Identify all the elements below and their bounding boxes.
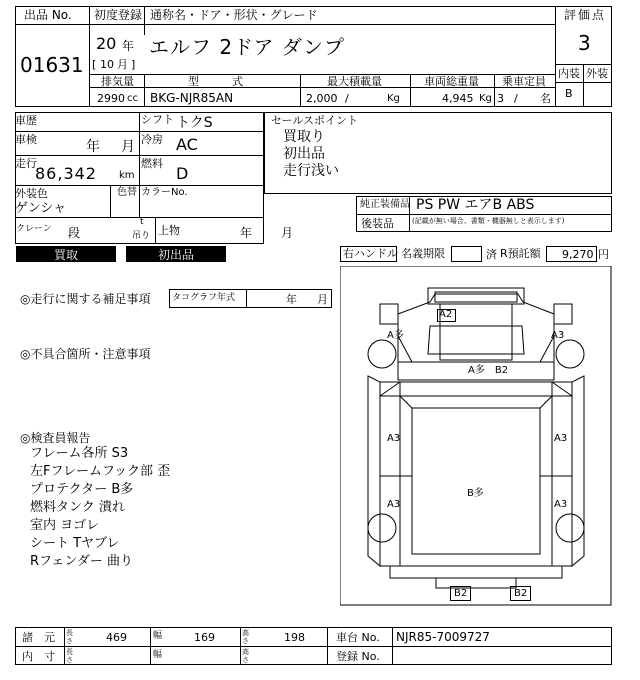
bed-left-panel bbox=[380, 382, 400, 566]
right-side-strip bbox=[572, 376, 584, 566]
reg-month-bracket: ] bbox=[131, 58, 136, 71]
color-change-label: 色替 bbox=[117, 187, 137, 198]
history-label: 車歴 bbox=[15, 114, 37, 127]
capacity-value: 3 bbox=[497, 92, 504, 105]
score-label: 評価点 bbox=[564, 8, 607, 22]
score-value: 3 bbox=[578, 31, 591, 55]
front-left-wheel-icon bbox=[368, 340, 396, 368]
model-label: 型 式 bbox=[188, 75, 243, 88]
gross-weight-unit: Kg bbox=[479, 93, 492, 104]
divider bbox=[144, 74, 145, 107]
length-value: 469 bbox=[106, 631, 127, 644]
inspector-line: 燃料タンク 潰れ bbox=[30, 500, 125, 515]
length-label: 長さ bbox=[66, 629, 73, 645]
divider bbox=[392, 627, 393, 665]
divider bbox=[356, 214, 612, 215]
inspection-month-unit: 月 bbox=[121, 139, 135, 155]
chassis-number: NJR85-7009727 bbox=[396, 630, 490, 644]
inspector-line: プロテクター B多 bbox=[30, 482, 134, 497]
inner-height-label: 高さ bbox=[242, 648, 249, 664]
interior-label: 内装 bbox=[558, 67, 580, 80]
divider bbox=[583, 64, 584, 107]
damage-mark: A2 bbox=[439, 309, 453, 320]
reg-expiry-label: 名義期限 bbox=[401, 247, 445, 260]
car-name: エルフ 2ドア ダンプ bbox=[149, 35, 346, 59]
divider bbox=[555, 6, 556, 107]
left-mirror-icon bbox=[380, 304, 398, 324]
inspector-line: 左Fフレームフック部 歪 bbox=[30, 464, 171, 479]
divider bbox=[89, 74, 555, 75]
defect-notes-title: ◎不具合箇所・注意事項 bbox=[20, 347, 151, 361]
damage-mark: A多 B2 bbox=[468, 365, 509, 376]
gross-weight-label: 車両総重量 bbox=[424, 75, 479, 88]
rear-tailgate bbox=[390, 566, 562, 578]
sales-point-3: 走行浅い bbox=[283, 163, 339, 179]
chassis-label: 車台 No. bbox=[336, 631, 380, 644]
color-code-label: カラーNo. bbox=[141, 187, 188, 198]
r-deposit-value: 9,270 bbox=[562, 248, 594, 261]
divider bbox=[89, 6, 90, 107]
sales-point-1: 買取り bbox=[283, 129, 325, 145]
divider bbox=[246, 289, 247, 308]
rear-left-wheel-icon bbox=[368, 514, 396, 542]
reg-month-unit: 月 bbox=[117, 58, 128, 71]
shift-label: シフト bbox=[141, 113, 174, 126]
steering-value: 右ハンドル bbox=[343, 247, 398, 260]
divider bbox=[64, 627, 65, 665]
interior-dims-label: 内 寸 bbox=[22, 650, 55, 663]
width-value: 169 bbox=[194, 631, 215, 644]
tacho-month-unit: 月 bbox=[317, 293, 328, 306]
width-label: 幅 bbox=[153, 631, 163, 641]
damage-mark: B多 bbox=[467, 488, 484, 499]
divider bbox=[110, 185, 111, 217]
sales-points-title: セールスポイント bbox=[271, 114, 359, 127]
name-label: 通称名・ドア・形状・グレード bbox=[150, 8, 318, 22]
divider bbox=[150, 627, 151, 665]
reg-expiry-box bbox=[451, 246, 482, 262]
max-load-value: 2,000 bbox=[306, 92, 338, 105]
bed-floor bbox=[412, 408, 540, 554]
inspection-year-unit: 年 bbox=[86, 139, 100, 155]
left-side-strip bbox=[368, 376, 380, 566]
divider bbox=[494, 74, 495, 107]
aftermarket-label: 後装品 bbox=[361, 217, 394, 230]
dims-label: 諸 元 bbox=[22, 631, 55, 644]
tacho-label: タコグラフ年式 bbox=[172, 293, 236, 303]
damage-mark: A3 bbox=[554, 433, 568, 444]
divider bbox=[89, 24, 555, 25]
capacity-label: 乗車定員 bbox=[502, 75, 546, 88]
divider bbox=[410, 74, 411, 107]
divider bbox=[555, 82, 612, 83]
divider bbox=[15, 24, 89, 25]
inspector-line: シート Tヤブレ bbox=[30, 536, 120, 551]
truck-damage-diagram bbox=[340, 266, 612, 606]
inspector-line: 室内 ヨゴレ bbox=[30, 518, 100, 533]
capacity-unit: 名 bbox=[540, 92, 551, 105]
model-value: BKG-NJR85AN bbox=[150, 91, 234, 105]
fuel-value: D bbox=[176, 164, 189, 183]
divider bbox=[155, 217, 156, 244]
height-value: 198 bbox=[284, 631, 305, 644]
mileage-value: 86,342 bbox=[35, 164, 97, 183]
capacity-slash: / bbox=[514, 92, 518, 105]
tacho-year-unit: 年 bbox=[286, 293, 297, 306]
aftermarket-note: (記載が無い場合、書類・機器無しと表示します) bbox=[412, 217, 565, 225]
genuine-equipment-label: 純正装備品 bbox=[360, 199, 410, 210]
right-mirror-icon bbox=[554, 304, 572, 324]
max-load-label: 最大積載量 bbox=[327, 75, 382, 88]
lot-label: 出品 No. bbox=[24, 8, 72, 22]
damage-mark: A3 bbox=[387, 499, 401, 510]
divider bbox=[240, 627, 241, 665]
first-reg-label: 初度登録 bbox=[94, 8, 143, 22]
reg-year-unit: 年 bbox=[122, 39, 135, 53]
color-value: ゲンシャ bbox=[15, 201, 67, 216]
interior-grade: B bbox=[565, 87, 573, 100]
max-load-unit: Kg bbox=[387, 93, 400, 104]
mileage-unit: km bbox=[119, 170, 135, 181]
crane-label: クレーン bbox=[16, 224, 52, 234]
displacement-unit: cc bbox=[127, 93, 138, 104]
ac-value: AC bbox=[176, 135, 198, 154]
max-load-slash: / bbox=[345, 92, 349, 105]
bed-left-side bbox=[380, 396, 552, 566]
displacement-label: 排気量 bbox=[101, 75, 134, 88]
dump-bed bbox=[380, 382, 572, 566]
shift-value: トクS bbox=[176, 115, 213, 131]
front-right-wheel-icon bbox=[556, 340, 584, 368]
deck-year-unit: 年 bbox=[240, 226, 253, 240]
deck-label: 上物 bbox=[158, 224, 180, 237]
reg-no-label: 登録 No. bbox=[336, 650, 380, 663]
damage-mark: A3 bbox=[387, 433, 401, 444]
displacement-value: 2990 bbox=[97, 92, 125, 105]
bed-right-panel bbox=[552, 382, 572, 566]
gross-weight-value: 4,945 bbox=[442, 92, 474, 105]
inner-length-label: 長さ bbox=[66, 648, 73, 664]
exterior-label: 外装 bbox=[586, 67, 608, 80]
tag-first-listing: 初出品 bbox=[126, 246, 226, 262]
reg-month: 10 bbox=[100, 58, 114, 71]
divider bbox=[15, 131, 264, 132]
divider bbox=[139, 185, 140, 217]
divider bbox=[15, 155, 264, 156]
damage-mark: A3 bbox=[554, 499, 568, 510]
damage-mark: B2 bbox=[514, 588, 528, 599]
r-deposit-label: R預託額 bbox=[500, 247, 541, 260]
inner-width-label: 幅 bbox=[153, 650, 163, 660]
mileage-label: 走行 bbox=[15, 157, 37, 170]
ac-label: 冷房 bbox=[141, 133, 163, 146]
sales-point-2: 初出品 bbox=[283, 146, 325, 162]
fuel-label: 燃料 bbox=[141, 157, 163, 170]
crane-hoist-label: 吊り bbox=[132, 231, 151, 241]
running-notes-title: ◎走行に関する補足事項 bbox=[20, 292, 151, 306]
inspection-label: 車検 bbox=[15, 133, 37, 146]
damage-mark: A3 bbox=[551, 330, 565, 341]
tag-kaitori: 買取 bbox=[16, 246, 116, 262]
crane-ton-label: t bbox=[140, 217, 144, 227]
divider bbox=[89, 87, 555, 88]
inspector-line: Rフェンダー 曲り bbox=[30, 554, 133, 569]
damage-mark: A多 bbox=[387, 330, 404, 341]
recycle-label: 済 bbox=[486, 248, 497, 261]
r-deposit-unit: 円 bbox=[598, 248, 609, 261]
lot-number: 01631 bbox=[20, 53, 84, 77]
color-label: 外装色 bbox=[15, 187, 48, 200]
divider bbox=[144, 6, 145, 35]
rear-right-wheel-icon bbox=[556, 514, 584, 542]
divider bbox=[300, 74, 301, 107]
genuine-equipment-value: PS PW エアB ABS bbox=[416, 197, 535, 213]
divider bbox=[15, 646, 612, 647]
windshield bbox=[428, 326, 524, 354]
inspector-line: フレーム各所 S3 bbox=[30, 446, 129, 461]
inspector-report-title: ◎検査員報告 bbox=[20, 431, 91, 445]
reg-month-bracket: [ bbox=[92, 58, 97, 71]
rear-bumper bbox=[436, 578, 516, 588]
reg-year: 20 bbox=[96, 34, 117, 53]
deck-month-unit: 月 bbox=[281, 226, 294, 240]
divider bbox=[139, 112, 140, 185]
crane-stage-unit: 段 bbox=[68, 226, 81, 240]
divider bbox=[327, 627, 328, 665]
damage-mark: B2 bbox=[454, 588, 468, 599]
height-label: 高さ bbox=[242, 629, 249, 645]
